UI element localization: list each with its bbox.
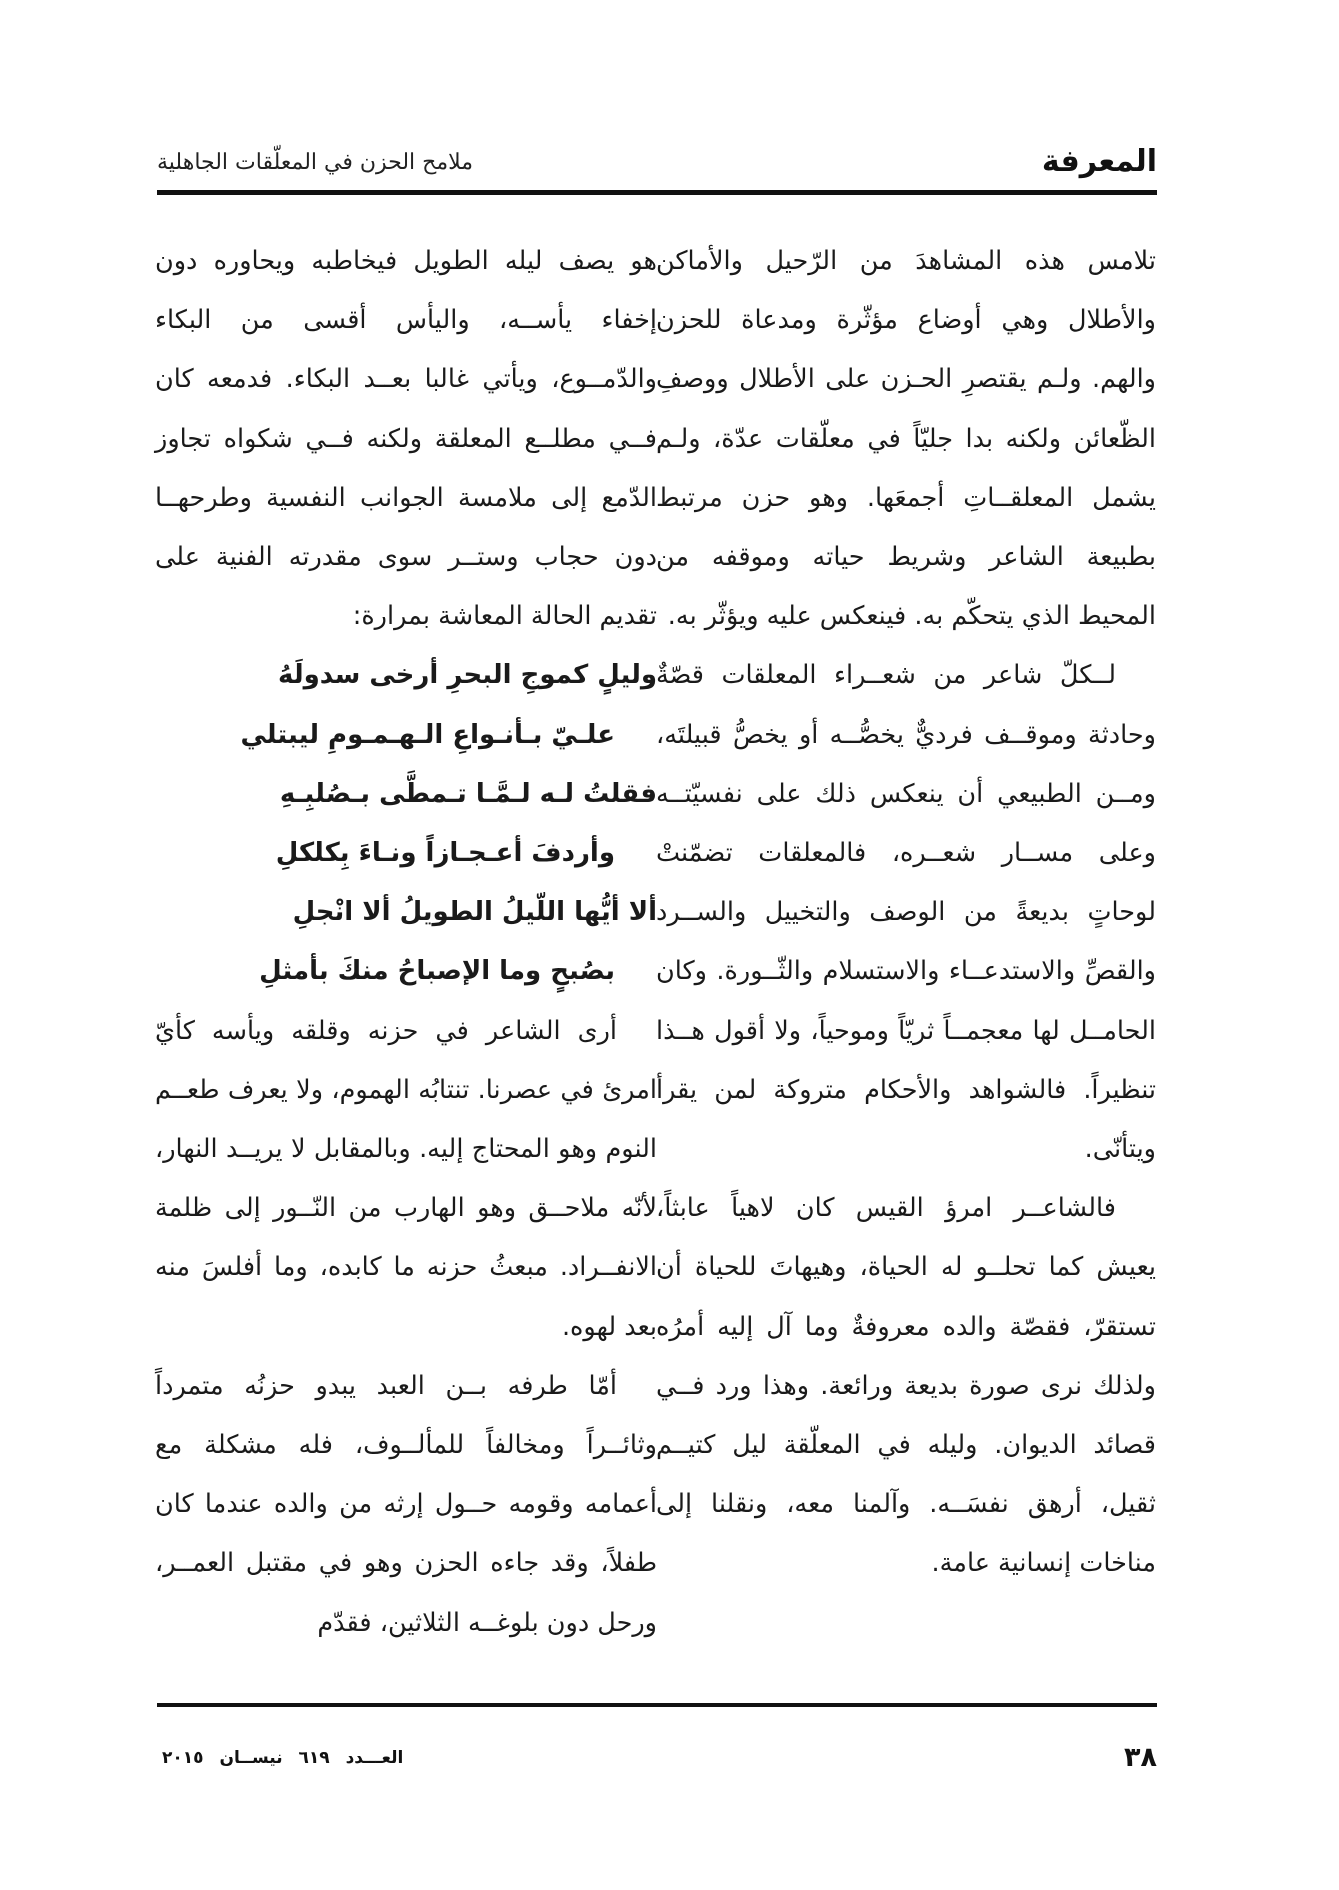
- issue-month: نيســان: [219, 1748, 283, 1768]
- footer-rule: [157, 1703, 1157, 1707]
- magazine-logo: المعرفة: [1041, 144, 1157, 179]
- right-column: [656, 232, 1156, 1594]
- left-column: [155, 232, 657, 1653]
- paragraph: تلامس هذه المشاهدَ من الرّحيل والأماكن والأطلال وهي أوضاع مؤثّرة ومدعاة للحزن والهم. ولـم يقتصرِ الحـزن على الأطلال ووصفِ الظّعائن ولكنه بدا جليّاً في معلّقات عدّة، ولـم يشمل المعلقــاتِ أجمعَها. وهو حزن مرتبط بطبيعة الشاعر وشريط حياته وموقفه من المحيط الذي يتحكّم به. فينعكس عليه ويؤثّر به.: [656, 246, 1156, 632]
- paragraph: فالشاعــر امرؤ القيس كان لاهياً عابثاً، يعيش كما تحلــو له الحياة، وهيهاتَ للحياة أن تستقرّ، فقصّة والده معروفةٌ وما آل إليه أمرُه ولذلك نرى صورة بديعة ورائعة. وهذا ورد فــي قصائد الديوان. وليله في المعلّقة ليل كتيــم ثقيل، أرهق نفسَــه. وآلمنا معه، ونقلنا إلى مناخات إنسانية عامة.: [656, 1193, 1156, 1579]
- poem-verse: وليلٍ كموجِ البحرِ أرخى سدولَهُ: [278, 660, 657, 691]
- poem-verse: ألا أيُّها اللّيلُ الطويلُ ألا انْجلِ: [292, 897, 657, 928]
- issue-year: ٢٠١٥: [162, 1748, 204, 1768]
- paragraph: أمّا طرفه بــن العبد يبدو حزنُه متمرداً وثائــراً ومخالفاً للمألــوف، فله مشكلة مع أعمامه وقومه حــول إرثه من والده عندما كان طفلاً، وقد جاءه الحزن وهو في مقتبل العمــر، ورحل دون بلوغــه الثلاثين، فقدّم: [155, 1370, 657, 1638]
- issue-info: [162, 1748, 403, 1768]
- header-rule: [157, 190, 1157, 195]
- paragraph: هو يصف ليله الطويل فيخاطبه ويحاوره دون إخفاء يأســه، واليأس أقسى من البكاء والدّمــوع، ويأتي غالبا بعــد البكاء. فدمعه كان فــي مطلــع المعلقة ولكنه فــي شكواه تجاوز الدّمع إلى ملامسة الجوانب النفسية وطرحهــا دون حجاب وستــر سوى مقدرته الفنية على تقديم الحالة المعاشة بمرارة:: [155, 246, 657, 632]
- issue-label: العـــدد: [345, 1748, 404, 1768]
- running-article-title: ملامح الحزن في المعلّقات الجاهلية: [157, 150, 474, 175]
- paragraph: لــكلّ شاعر من شعــراء المعلقات قصّةٌ وحادثة وموقــف فرديٌّ يخصُّــه أو يخصُّ قبيلتَه، ومــن الطبيعي أن ينعكس ذلك على نفسيّتــه وعلى مســار شعــره، فالمعلقات تضمّنتْ لوحاتٍ بديعةً من الوصف والتخييل والســرد والقصِّ والاستدعــاء والاستسلام والثّــورة. وكان الحامــل لها معجمــاً ثريّاً وموحياً، ولا أقول هــذا تنظيراً. فالشواهد والأحكام متروكة لمن يقرأ ويتأنّى.: [656, 660, 1156, 1165]
- poem-verse: بصُبحٍ وما الإصباحُ منكَ بأمثلِ: [259, 956, 615, 987]
- poem-verse: وأردفَ أعـجـازاً ونـاءَ بِكلكلِ: [275, 838, 615, 869]
- paragraph: أرى الشاعر في حزنه وقلقه ويأسه كأيّ امرئ في عصرنا. تنتابُه الهموم، ولا يعرف طعــم النوم وهو المحتاج إليه. وبالمقابل لا يريــد النهار، لأنّه ملاحــق وهو الهارب من النّــور إلى ظلمة الانفــراد. مبعثُ حزنه ما كابده، وما أفلسَ منه بعد لهوه.: [155, 1015, 657, 1342]
- issue-number: ٦١٩: [298, 1748, 330, 1768]
- poem-verse: فقلتُ لـه لـمَّـا تـمطَّى بـصُلبِـهِ: [279, 778, 657, 809]
- page-number: ٣٨: [1124, 1742, 1157, 1773]
- poem-verse: علـيّ بـأنـواعِ الـهـمـومِ ليبتلي: [240, 719, 615, 750]
- page-header: [157, 140, 1157, 188]
